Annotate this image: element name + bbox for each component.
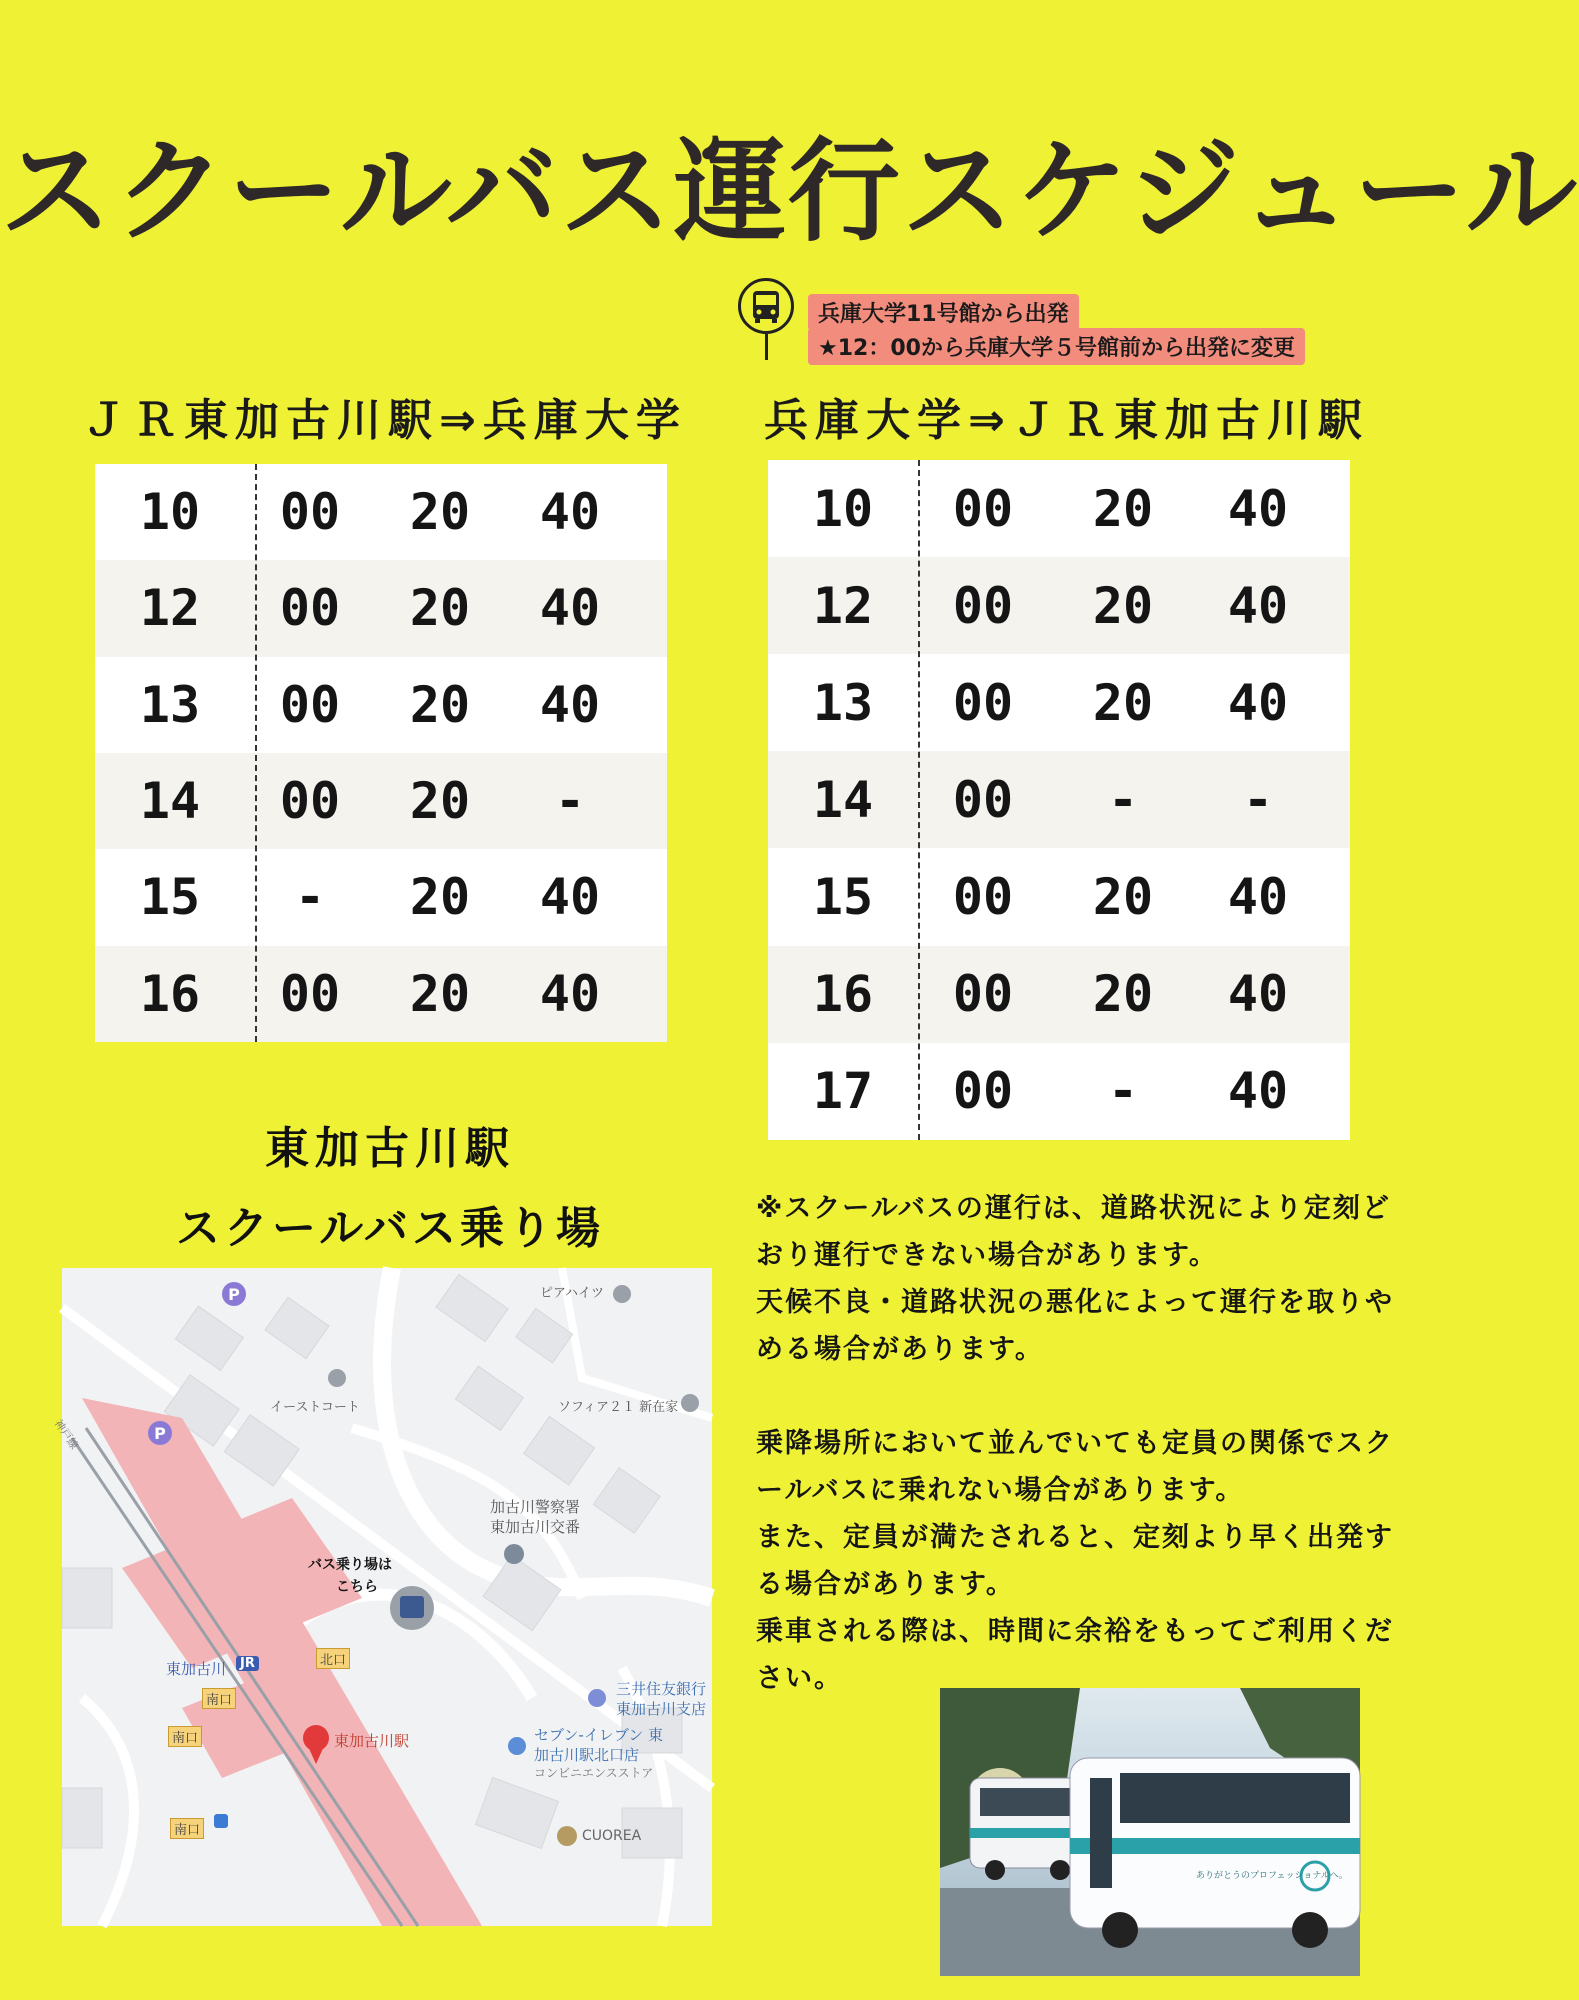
left-table-minute: 20: [409, 868, 471, 927]
map-label-piahaitsu: ピアハイツ: [540, 1286, 604, 1301]
station-map: [51, 1268, 712, 1926]
map-label-seven2: 加古川駅北口店: [534, 1746, 640, 1764]
map-label-eastcourt: イーストコート: [270, 1400, 360, 1415]
left-timetable: [95, 464, 667, 1042]
left-table-row: [95, 753, 667, 849]
right-table-minute: 40: [1227, 673, 1289, 732]
right-table-hour: 12: [812, 576, 874, 635]
right-table-minute: 20: [1092, 867, 1154, 926]
left-table-minute: 40: [539, 868, 601, 927]
map-label-line: 神戸線: [51, 1417, 81, 1452]
bus-stop-icon: [738, 278, 794, 334]
left-table-minute: 00: [279, 772, 341, 831]
map-label-kitaguchi: 北口: [316, 1648, 350, 1669]
svg-text:P: P: [228, 1285, 240, 1304]
bus-stop-pole: [765, 334, 768, 360]
notice-departure: 兵庫大学11号館から出発: [808, 294, 1079, 331]
right-table-minute: 20: [1092, 479, 1154, 538]
right-table-minute: 40: [1227, 965, 1289, 1024]
note-2: 天候不良・道路状況の悪化によって運行を取りやめる場合があります。: [756, 1287, 1394, 1365]
right-table-row: [768, 1043, 1350, 1140]
map-label-police1: 加古川警察署: [490, 1498, 581, 1516]
left-table-row: [95, 464, 667, 560]
right-timetable: [768, 460, 1350, 1140]
left-table-minute: 20: [409, 483, 471, 542]
left-table-minute: 20: [409, 579, 471, 638]
map-label-bus-here1: バス乗り場は: [308, 1557, 392, 1573]
left-table-minute: 40: [539, 579, 601, 638]
right-table-row: [768, 654, 1350, 751]
note-spacer: [756, 1373, 1396, 1420]
map-label-sophia: ソフィア２１ 新在家: [558, 1400, 679, 1415]
left-table-minute: 00: [279, 964, 341, 1023]
right-table-minute: 40: [1227, 576, 1289, 635]
left-table-hour: 13: [139, 675, 201, 734]
map-label-cuorea: CUOREA: [582, 1828, 642, 1844]
map-label-seven1: セブン-イレブン 東: [534, 1726, 663, 1744]
right-table-separator: [918, 460, 920, 1140]
note-3: 乗降場所において並んでいても定員の関係でスクールバスに乗れない場合があります。: [756, 1428, 1394, 1506]
left-table-minute: -: [294, 868, 326, 927]
bus-photo-text: ありがとうのプロフェッショナルへ。: [1196, 1871, 1348, 1881]
map-label-minamiguchi-2: 南口: [168, 1726, 202, 1747]
right-table-minute: 00: [952, 1062, 1014, 1121]
map-label-bus-here2: こちら: [336, 1579, 378, 1595]
right-table-minute: 40: [1227, 479, 1289, 538]
right-table-row: [768, 848, 1350, 945]
right-table-minute: -: [1242, 770, 1274, 829]
right-table-minute: 00: [952, 867, 1014, 926]
left-table-row: [95, 849, 667, 945]
left-table-row: [95, 657, 667, 753]
map-label-station: 東加古川駅: [334, 1732, 410, 1750]
left-table-minute: 40: [539, 675, 601, 734]
note-4: また、定員が満たされると、定刻より早く出発する場合があります。: [756, 1522, 1394, 1600]
map-label-police2: 東加古川交番: [490, 1518, 581, 1536]
right-table-minute: -: [1107, 1062, 1139, 1121]
note-5: 乗車される際は、時間に余裕をもってご利用ください。: [756, 1616, 1394, 1694]
left-table-minute: 40: [539, 483, 601, 542]
left-table-row: [95, 560, 667, 656]
right-route-title: 兵庫大学⇒ＪＲ東加古川駅: [764, 395, 1369, 446]
left-table-hour: 12: [139, 579, 201, 638]
left-table-minute: 20: [409, 675, 471, 734]
left-table-hour: 14: [139, 772, 201, 831]
left-table-hour: 15: [139, 868, 201, 927]
right-table-minute: 00: [952, 479, 1014, 538]
right-table-hour: 17: [812, 1062, 874, 1121]
right-table-minute: 40: [1227, 1062, 1289, 1121]
right-table-hour: 15: [812, 867, 874, 926]
right-table-row: [768, 557, 1350, 654]
right-table-minute: 00: [952, 576, 1014, 635]
map-label-mitsui1: 三井住友銀行: [616, 1680, 707, 1698]
right-table-minute: -: [1107, 770, 1139, 829]
right-table-minute: 20: [1092, 673, 1154, 732]
right-table-hour: 13: [812, 673, 874, 732]
right-table-row: [768, 946, 1350, 1043]
left-route-title: ＪＲ東加古川駅⇒兵庫大学: [82, 395, 687, 446]
map-label-mitsui2: 東加古川支店: [616, 1700, 707, 1718]
left-table-minute: 40: [539, 964, 601, 1023]
left-table-minute: 00: [279, 579, 341, 638]
left-table-minute: 20: [409, 772, 471, 831]
map-label-minamiguchi-1: 南口: [202, 1688, 236, 1709]
right-table-minute: 00: [952, 965, 1014, 1024]
map-label-seven3: コンビニエンスストア: [534, 1766, 654, 1780]
boarding-place-title: スクールバス乗り場: [175, 1203, 605, 1254]
left-table-hour: 10: [139, 483, 201, 542]
right-table-hour: 16: [812, 965, 874, 1024]
left-table-minute: -: [554, 772, 586, 831]
notice-change: ★12：00から兵庫大学５号館前から出発に変更: [808, 328, 1305, 365]
note-1: ※スクールバスの運行は、道路状況により定刻どおり運行できない場合があります。: [756, 1193, 1391, 1271]
left-table-row: [95, 946, 667, 1042]
right-table-minute: 20: [1092, 965, 1154, 1024]
right-table-minute: 00: [952, 770, 1014, 829]
jr-logo: JR: [236, 1656, 259, 1671]
page-title: スクールバス運行スケジュール: [0, 127, 1579, 257]
bus-photo: [940, 1688, 1360, 1976]
left-table-separator: [255, 464, 257, 1042]
right-table-minute: 00: [952, 673, 1014, 732]
notes: [756, 1185, 1396, 1702]
right-table-row: [768, 460, 1350, 557]
right-table-hour: 10: [812, 479, 874, 538]
right-table-minute: 20: [1092, 576, 1154, 635]
right-table-row: [768, 751, 1350, 848]
right-table-hour: 14: [812, 770, 874, 829]
map-label-minamiguchi-3: 南口: [170, 1818, 204, 1839]
boarding-station-title: 東加古川駅: [265, 1123, 515, 1174]
left-table-minute: 20: [409, 964, 471, 1023]
svg-text:P: P: [154, 1424, 166, 1443]
right-table-minute: 40: [1227, 867, 1289, 926]
left-table-hour: 16: [139, 964, 201, 1023]
left-table-minute: 00: [279, 483, 341, 542]
map-label-higashikakogawa: 東加古川: [166, 1660, 227, 1678]
left-table-minute: 00: [279, 675, 341, 734]
